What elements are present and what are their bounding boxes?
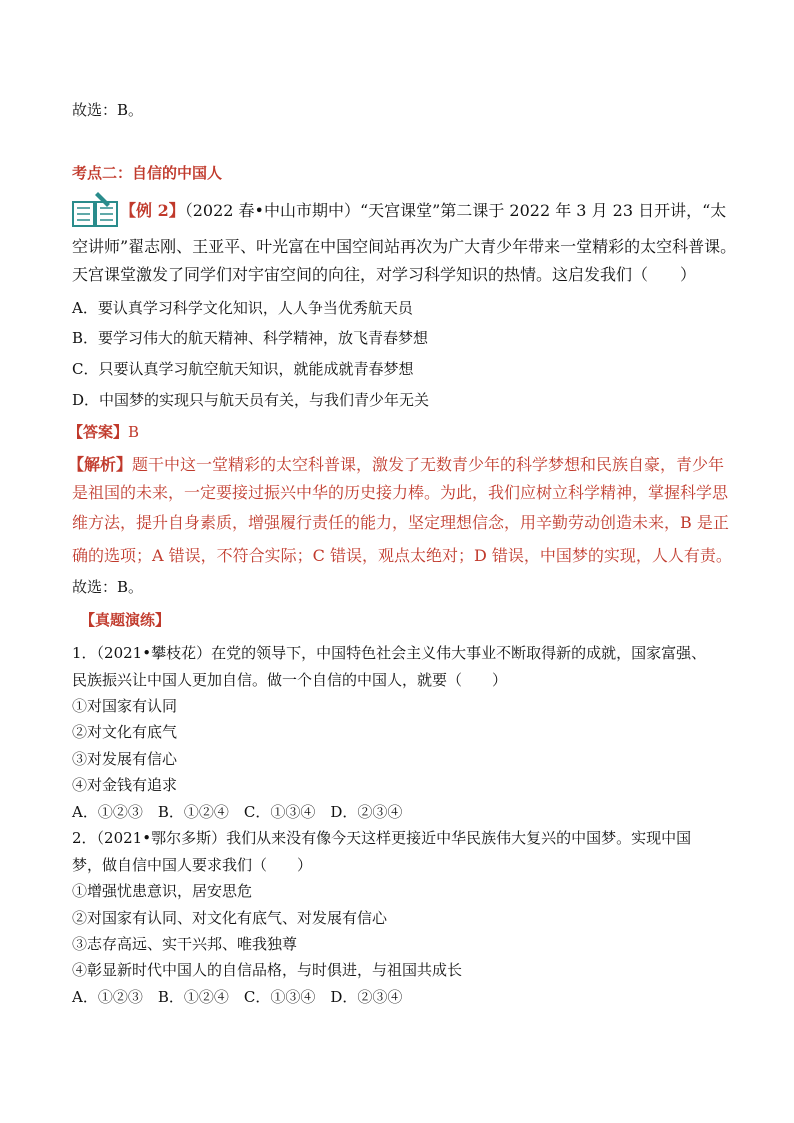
analysis-line-2: 是祖国的未来，一定要接过振兴中华的历史接力棒。为此，我们应树立科学精神，掌握科学思 <box>72 483 729 502</box>
example-2-option-c: C．只要认真学习航空航天知识，就能成就青春梦想 <box>72 360 414 378</box>
q2-item-1: ①增强忧患意识，居安思危 <box>72 882 253 900</box>
practice-title: 【真题演练】 <box>80 611 171 629</box>
example-2-stem-1: （2022 春•中山市期中）“天宫课堂”第二课于 2022 年 3 月 23 日开讲，“太 <box>184 201 727 220</box>
example-label: 【例 2】 <box>120 201 185 220</box>
example-2-option-d: D．中国梦的实现只与航天员有关，与我们青少年无关 <box>72 391 430 409</box>
example-conclusion: 故选：B。 <box>72 578 144 596</box>
q2-item-2: ②对国家有认同、对文化有底气、对发展有信心 <box>72 909 388 927</box>
analysis-text-1: 题干中这一堂精彩的太空科普课，激发了无数青少年的科学梦想和民族自豪，青少年 <box>132 455 725 474</box>
q1-item-4: ④对金钱有追求 <box>72 776 178 794</box>
example-2-option-a: A．要认真学习科学文化知识，人人争当优秀航天员 <box>72 299 413 317</box>
analysis-line-1 <box>68 454 724 476</box>
answer-line <box>68 422 139 442</box>
q1-item-3: ③对发展有信心 <box>72 750 178 768</box>
q2-options: A．①②③ B．①②④ C．①③④ D．②③④ <box>72 988 403 1006</box>
q1-item-2: ②对文化有底气 <box>72 723 178 741</box>
q1-item-1: ①对国家有认同 <box>72 697 178 715</box>
q2-item-3: ③志存高远、实干兴邦、唯我独尊 <box>72 935 298 953</box>
q1-line-2: 民族振兴让中国人更加自信。做一个自信的中国人，就要（ ） <box>72 671 508 689</box>
q1-line-1: 1．（2021•攀枝花）在党的领导下，中国特色社会主义伟大事业不断取得新的成就，国家富强、 <box>72 644 707 662</box>
analysis-label: 【解析】 <box>68 455 133 474</box>
open-book-pencil-icon <box>70 190 120 230</box>
q2-item-4: ④彰显新时代中国人的自信品格，与时俱进，与祖国共成长 <box>72 961 463 979</box>
example-2-line-3: 天宫课堂激发了同学们对宇宙空间的向往，对学习科学知识的热情。这启发我们（ ） <box>72 265 697 284</box>
q2-line-1: 2．（2021•鄂尔多斯）我们从来没有像今天这样更接近中华民族伟大复兴的中国梦。实现中国 <box>72 829 692 847</box>
section-title: 考点二：自信的中国人 <box>72 164 223 182</box>
example-2-line-1 <box>120 200 726 222</box>
q1-options: A．①②③ B．①②④ C．①③④ D．②③④ <box>72 803 403 821</box>
example-2-line-2: 空讲师”翟志刚、王亚平、叶光富在中国空间站再次为广大青少年带来一堂精彩的太空科普课。 <box>72 237 737 256</box>
analysis-line-4: 确的选项；A 错误，不符合实际；C 错误，观点太绝对；D 错误，中国梦的实现，人人有责。 <box>72 546 732 565</box>
answer-label: 【答案】 <box>68 423 129 441</box>
answer-value: B <box>128 423 140 441</box>
q2-line-2: 梦，做自信中国人要求我们（ ） <box>72 856 313 874</box>
analysis-line-3: 维方法，提升自身素质，增强履行责任的能力，坚定理想信念，用辛勤劳动创造未来，B 是正 <box>72 513 729 532</box>
answer-line-top: 故选：B。 <box>72 101 144 119</box>
example-2-option-b: B．要学习伟大的航天精神、科学精神，放飞青春梦想 <box>72 329 429 347</box>
